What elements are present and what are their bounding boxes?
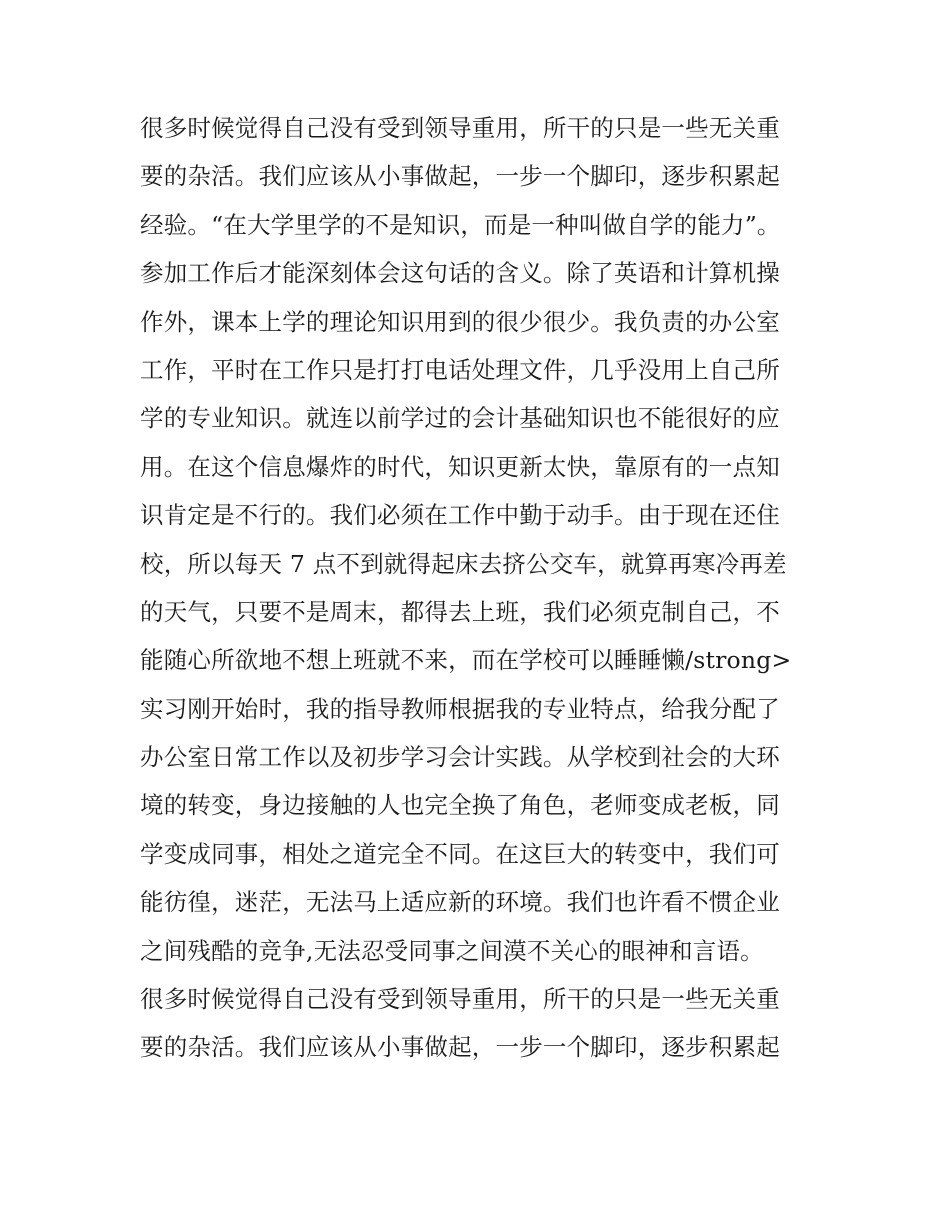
text-line: 境的转变，身边接触的人也完全换了角色，老师变成老板，同 [140,791,780,820]
text-line: 用。在这个信息爆炸的时代，知识更新太快，靠原有的一点知 [140,452,780,481]
text-line: 之间残酷的竞争,无法忍受同事之间漠不关心的眼神和言语。 [140,936,764,965]
text-line: 校，所以每天 7 点不到就得起床去挤公交车，就算再寒冷再差 [140,549,787,578]
text-line: 参加工作后才能深刻体会这句话的含义。除了英语和计算机操 [140,259,780,288]
text-line: 要的杂活。我们应该从小事做起，一步一个脚印，逐步积累起 [140,1033,780,1062]
text-line: 办公室日常工作以及初步学习会计实践。从学校到社会的大环 [140,743,780,772]
text-line: 实习刚开始时，我的指导教师根据我的专业特点，给我分配了 [140,694,780,723]
text-line: 经验。“在大学里学的不是知识，而是一种叫做自学的能力”。 [140,210,781,239]
text-line: 很多时候觉得自己没有受到领导重用，所干的只是一些无关重 [140,114,780,142]
text-line: 很多时候觉得自己没有受到领导重用，所干的只是一些无关重 [140,985,780,1014]
text-line: 识肯定是不行的。我们必须在工作中勤于动手。由于现在还住 [140,501,780,530]
text-line: 学变成同事，相处之道完全不同。在这巨大的转变中，我们可 [140,839,780,868]
text-line: 能随心所欲地不想上班就不来，而在学校可以睡睡懒/strong> [140,646,792,675]
text-line: 学的专业知识。就连以前学过的会计基础知识也不能很好的应 [140,404,780,433]
text-line: 能彷徨，迷茫，无法马上适应新的环境。我们也许看不惯企业 [140,888,780,917]
text-line: 要的杂活。我们应该从小事做起，一步一个脚印，逐步积累起 [140,162,780,191]
text-line: 工作，平时在工作只是打打电话处理文件，几乎没用上自己所 [140,355,780,384]
text-line: 作外，课本上学的理论知识用到的很少很少。我负责的办公室 [140,307,780,336]
text-line: 的天气，只要不是周末，都得去上班，我们必须克制自己，不 [140,597,780,626]
body-text [140,104,820,1072]
